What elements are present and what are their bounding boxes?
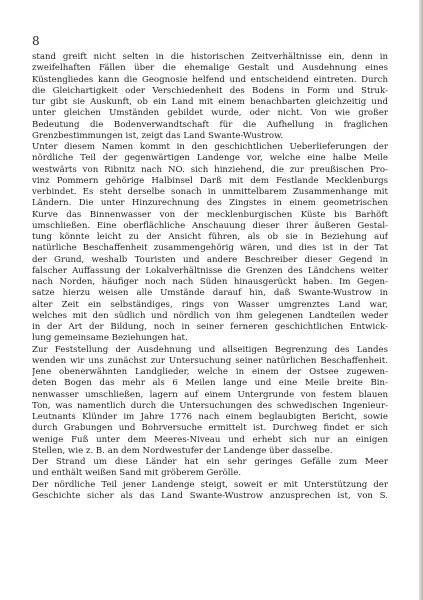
text-line: Bedeutung die Bodenverwandtschaft für die Aufhellung in fraglichen <box>32 119 388 130</box>
text-line: verbindet. Es steht derselbe sonach in unmittelbarem Zusammenhange mit <box>32 187 388 197</box>
text-line: nördliche Teil der gegenwärtigen Landenge vor, welche eine halbe Meile <box>32 153 388 164</box>
text-line: und enthält weißen Sand mit gröberem Gerölle. <box>32 468 242 479</box>
text-line: der Grund, weshalb Touristen und andere Beschreiber dieser Gegend in <box>32 254 388 265</box>
text-line: tung könnte leicht zu der Ansicht führen, als ob sie in Beziehung auf <box>32 232 388 242</box>
text-line: Kurve das Binnenwasser von der mecklenburgischen Küste bis Barhöft <box>32 209 388 220</box>
text-line: Leutnants Klünder im Jahre 1776 nach einem beglaubigten Bericht, sowie <box>32 412 388 422</box>
text-line: lung gemeinsame Beziehungen hat. <box>32 333 188 344</box>
page-edge-shadow <box>419 0 423 600</box>
text-line: natürliche Beschaffenheit zusammengehörig wären, und dies ist in der Tat <box>32 243 388 254</box>
text-line: vinz Pommern gehörige Halbinsel Darß mit dem Festlande Mecklenburgs <box>32 175 388 186</box>
text-line: stand greift nicht selten in die historischen Zeitverhältnisse ein, denn in <box>32 52 388 62</box>
text-line: deten Bogen das mehr als 6 Meilen lange und eine Meile breite Bin- <box>32 378 388 389</box>
text-line: Der Strand um diese Länder hat ein sehr geringes Gefälle zum Meer <box>32 457 388 467</box>
text-line: alter Zeit ein selbständiges, rings von Wasser umgrenztes Land war, <box>32 299 388 310</box>
text-line: westwärts von Ribnitz nach NO. sich hinziehend, die zur preußischen Pro- <box>32 164 388 175</box>
text-line: Grenzbestimmungen ist, zeigt das Land Swante-Wustrow. <box>32 130 284 141</box>
text-line: Ländern. Die unter Hinzurechnung des Zingstes in einem geometrischen <box>32 198 388 209</box>
text-line: welches mit den südlich und nördlich von ihm gelegenen Landteilen weder <box>32 310 388 321</box>
text-line: Der nördliche Teil jener Landenge steigt, soweit er mit Unterstützung der <box>32 479 388 490</box>
text-line: umschließen. Eine oberflächliche Anschauung dieser ihrer äußeren Gestal- <box>32 220 388 231</box>
text-line: Geschichte sicher als das Land Swante-Wustrow anzusprechen ist, von S. <box>32 490 388 501</box>
text-line: Zur Feststellung der Ausdehnung und allseitigen Begrenzung des Landes <box>32 344 388 355</box>
text-line: Unter diesem Namen kommt in den geschichtlichen Ueberlieferungen der <box>32 142 388 152</box>
text-line: Küstengliedes kann die Geognosie helfend und entscheidend eintreten. Durch <box>32 74 388 85</box>
text-line: zweifelhaften Fällen über die ehemalige Gestalt und Ausdehnung eines <box>32 63 388 74</box>
body-text <box>32 52 388 502</box>
text-line: nenwasser umschließen, lagern auf einem Untergrunde von festem blauen <box>32 389 388 400</box>
text-line: Jene obenerwähnten Landglieder, welche in einem der Ostsee zugewen- <box>32 367 388 377</box>
text-line: satze hierzu weisen alle Umstände darauf hin, daß Swante-Wustrow in <box>32 288 388 299</box>
text-line: Ton, was namentlich durch die Untersuchungen des schwedischen Ingenieur- <box>32 400 388 411</box>
text-line: durch Grabungen und Bohrversuche ermittelt ist. Durchweg findet er sich <box>32 423 388 434</box>
text-line: falscher Auffassung der Lokalverhältnisse die Grenzen des Ländchens weiter <box>32 265 388 276</box>
text-line: Stellen, wie z. B. an dem Nordwestufer der Landenge über dasselbe. <box>32 445 333 456</box>
text-line: nach Norden, häufiger noch nach Süden hinausgerückt haben. Im Gegen- <box>32 277 388 287</box>
page-number: 8 <box>32 34 40 48</box>
text-line: unter gleichen Umständen gebildet wurde, oder nicht. Von wie großer <box>32 108 388 119</box>
text-line: die Gleichartigkeit oder Verschiedenheit des Bodens in Form und Struk- <box>32 85 388 96</box>
text-line: wenden wir uns zunächst zur Untersuchung seiner natürlichen Beschaffenheit. <box>32 355 388 366</box>
text-line: wenige Fuß unter dem Meeres-Niveau und erhebt sich nur an einigen <box>32 434 388 445</box>
text-line: in der Art der Bildung, noch in seiner ferneren geschichtlichen Entwick- <box>32 322 388 332</box>
text-line: tur gibt sie Auskunft, ob ein Land mit einem benachbarten gleichzeitig und <box>32 97 388 107</box>
